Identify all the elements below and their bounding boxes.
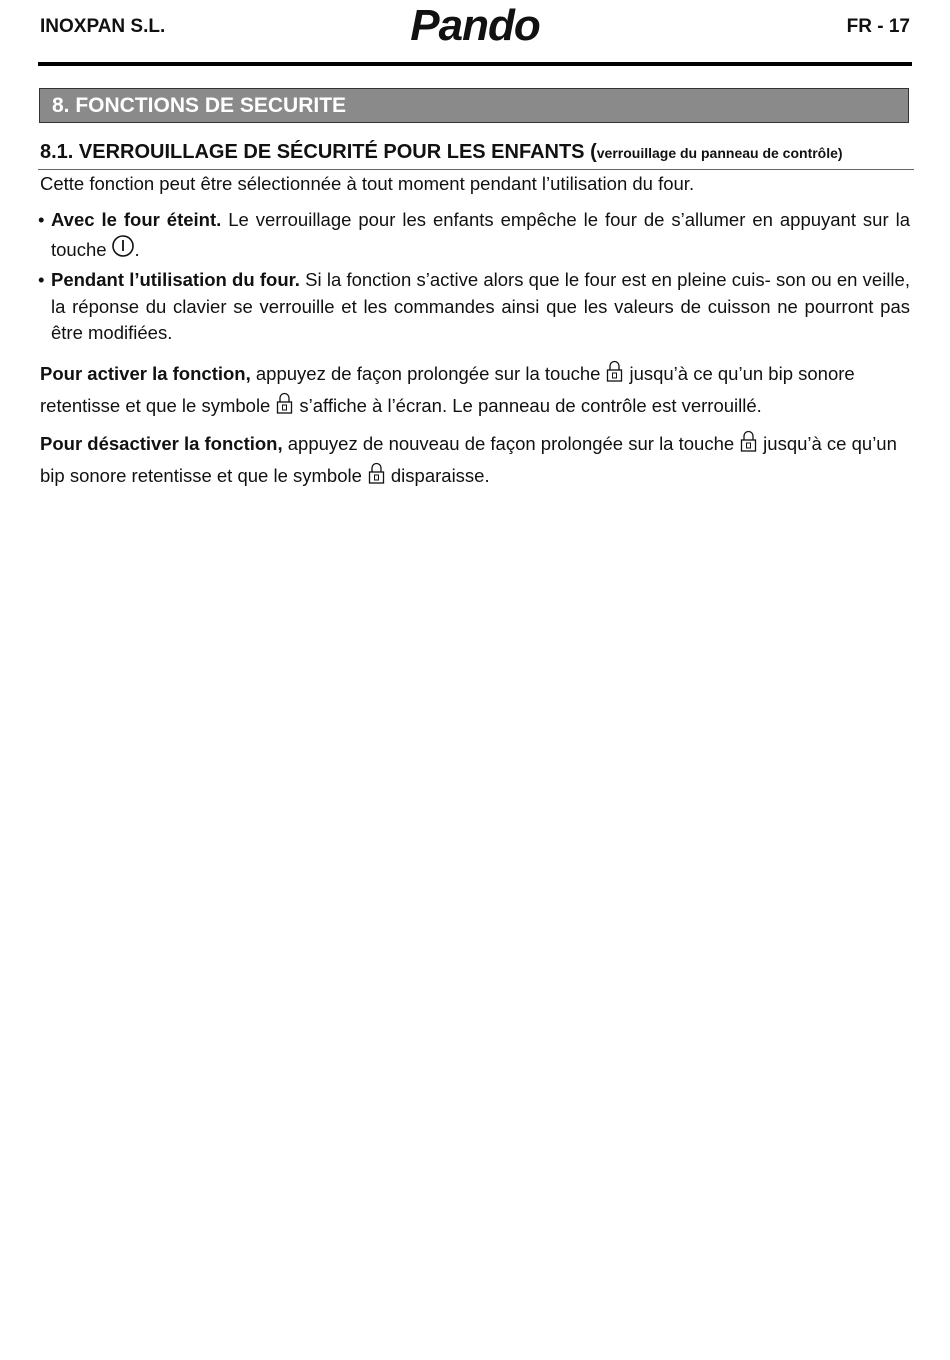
activate-text-2: jusqu’à ce qu’un bip sonore retentisse et que le symbole [40, 363, 855, 416]
section-title-bar [39, 88, 909, 123]
section-title: 8. FONCTIONS DE SECURITE [52, 94, 347, 117]
lock-icon [276, 391, 293, 415]
bullet-lead: Pendant l’utilisation du four. [51, 269, 300, 290]
activate-text-3: s’affiche à l’écran. Le panneau de contrôle est verrouillé. [299, 395, 762, 416]
subsection-title-main: 8.1. VERROUILLAGE DE SÉCURITÉ POUR LES ENFANTS ( [40, 141, 597, 163]
header-rule [38, 62, 912, 66]
activate-lead: Pour activer la fonction, [40, 363, 251, 384]
power-icon [111, 234, 135, 258]
page-number: FR - 17 [846, 16, 910, 37]
bullet-dot: • [38, 209, 45, 230]
deactivate-text-3: disparaisse. [390, 465, 490, 486]
lock-icon [740, 429, 757, 453]
bullet-end: . [134, 238, 140, 260]
lock-icon [606, 359, 623, 383]
bullet-oven-in-use [38, 267, 910, 347]
deactivate-paragraph [40, 428, 910, 492]
subsection-title [40, 141, 843, 164]
lock-icon [368, 461, 385, 485]
bullet-dot: • [38, 269, 45, 290]
bullet-oven-off [38, 207, 910, 263]
bullet-text: Le verrouillage pour les enfants empêche le four de s’allumer en appuyant sur la touche [51, 209, 910, 260]
page-header [38, 0, 912, 66]
deactivate-text-2: jusqu’à ce qu’un bip sonore retentisse et que le symbole [40, 433, 897, 486]
intro-paragraph: Cette fonction peut être sélectionnée à tout moment pendant l’utilisation du four. [40, 173, 695, 194]
subsection-title-small: verrouillage du panneau de contrôle) [596, 145, 843, 161]
bullet-lead: Avec le four éteint. [51, 209, 222, 230]
activate-text-1: appuyez de façon prolongée sur la touche [250, 363, 601, 384]
bullet-text: Si la fonction s’active alors que le four est en pleine cuis- son ou en veille, la réponse du clavier se verrouille et les commandes ainsi que les valeurs de cuisson ne pourront pas être modifiées. [51, 269, 910, 343]
subsection-rule [38, 169, 914, 170]
activate-paragraph [40, 358, 910, 422]
brand-logo: Pando [410, 1, 540, 50]
deactivate-lead: Pour désactiver la fonction, [40, 433, 283, 454]
deactivate-text-1: appuyez de nouveau de façon prolongée sur la touche [282, 433, 735, 454]
company-name: INOXPAN S.L. [40, 16, 166, 37]
